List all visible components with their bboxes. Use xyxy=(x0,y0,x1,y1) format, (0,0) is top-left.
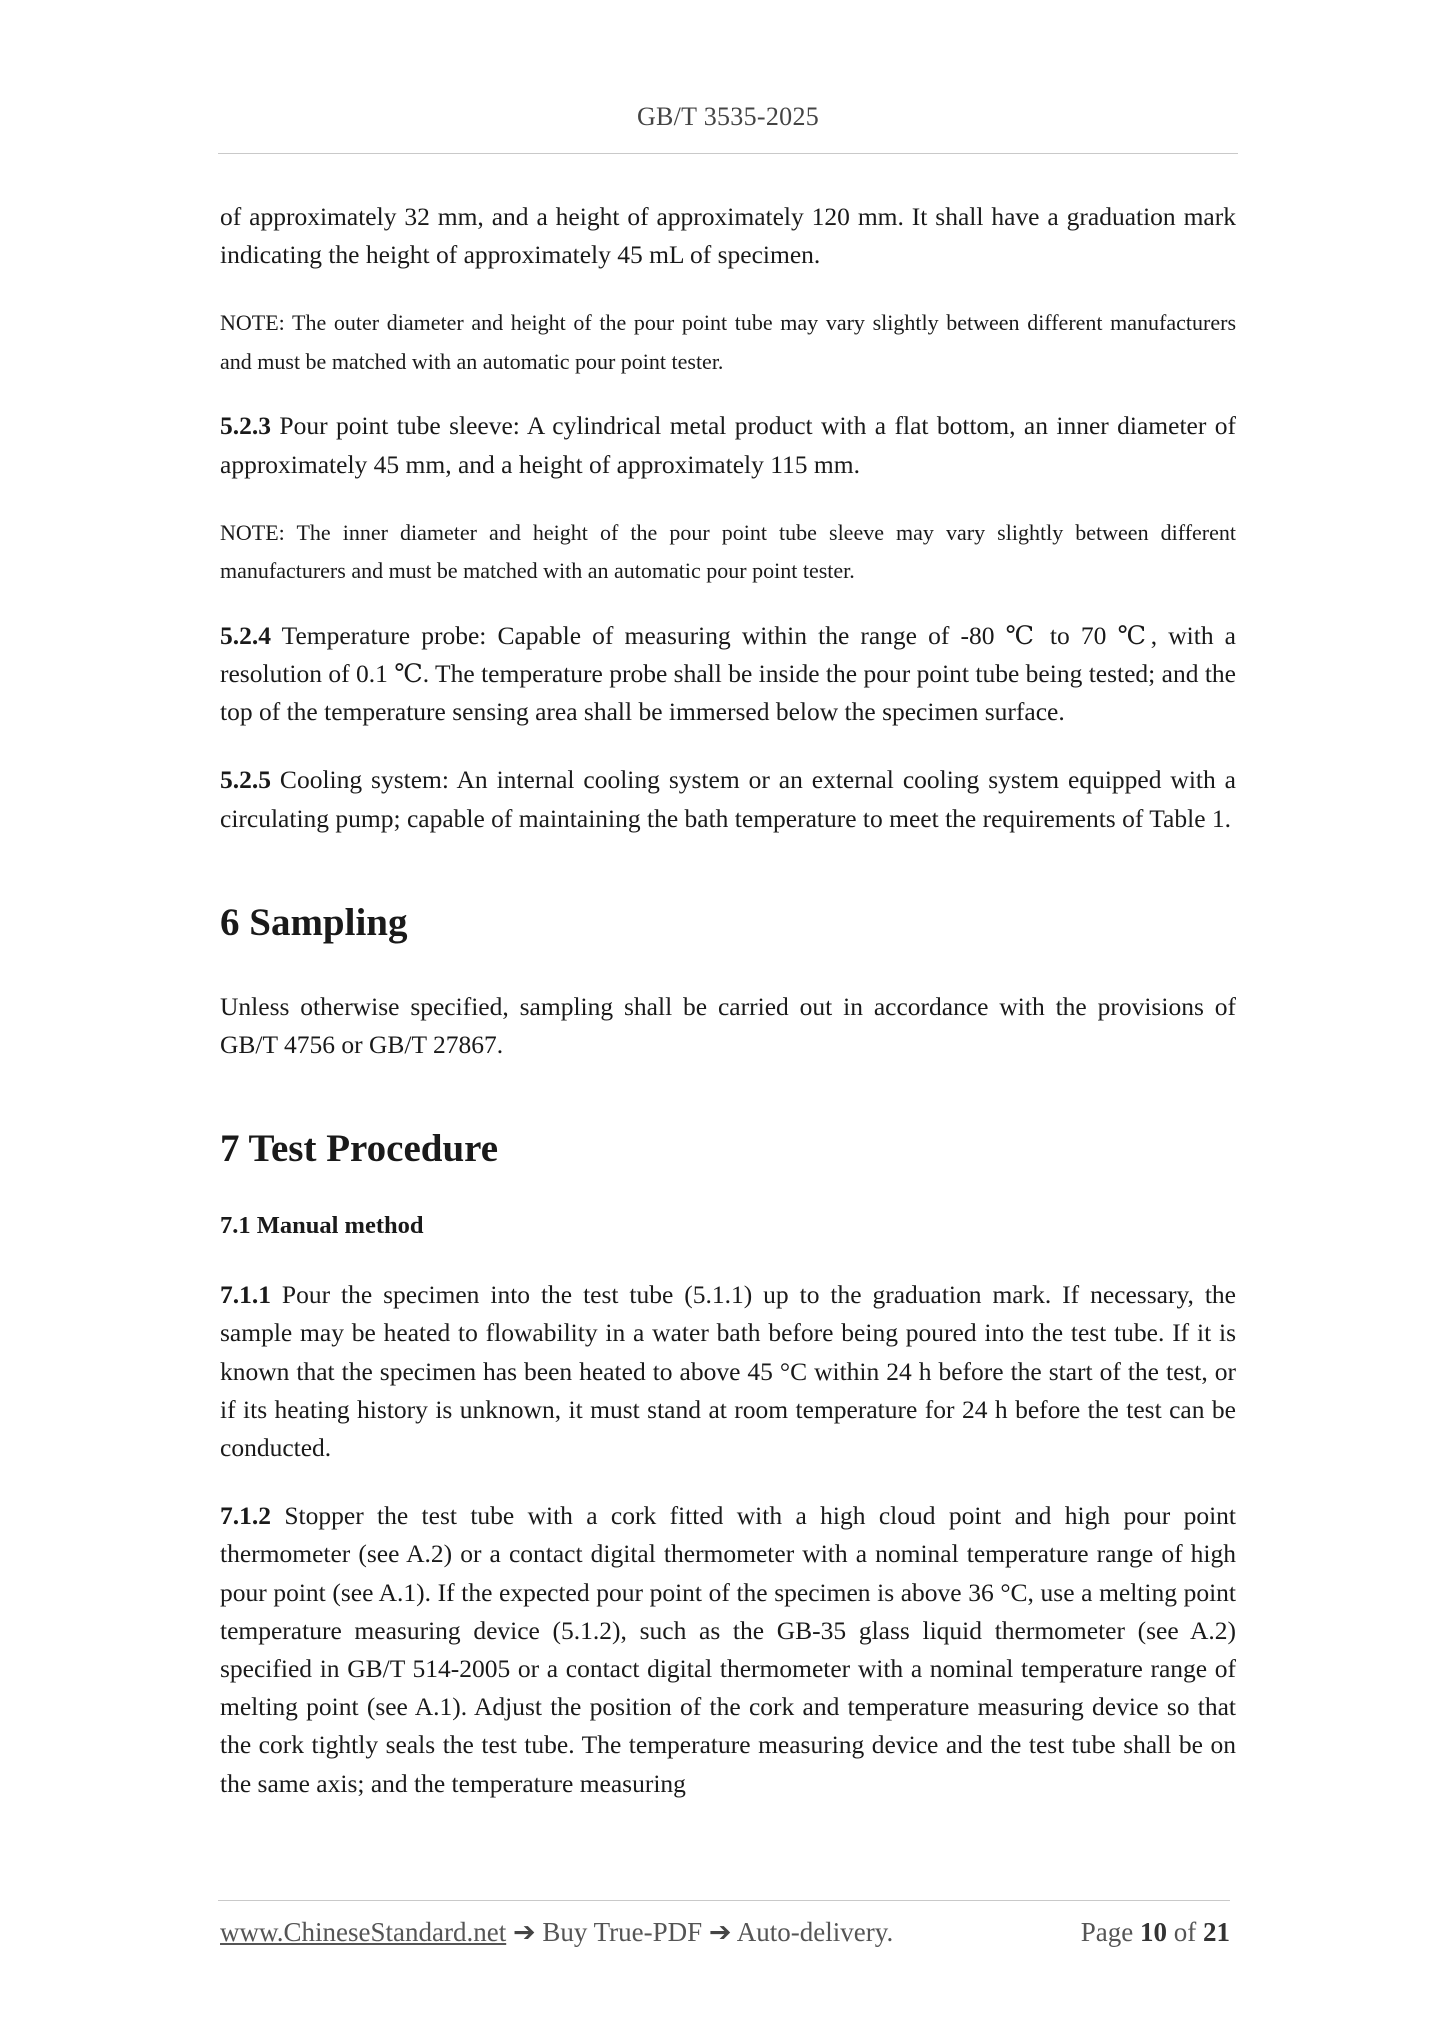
clause-text: Cooling system: An internal cooling system or an external cooling system equipped with a circulating pump; capable of maintaining the bath temperature to meet the requirements of Table 1. xyxy=(220,765,1236,833)
note-tube-sleeve: NOTE: The inner diameter and height of the pour point tube sleeve may vary slightly between different manufacturers and must be matched with an automatic pour point tester. xyxy=(220,519,1236,584)
clause-text: Pour the specimen into the test tube (5.1.1) up to the graduation mark. If necessary, the sample may be heated to flowability in a water bath before being poured into the test tube. If it is known that the specimen has been heated to above 45 °C within 24 h before the start of the test, or if its heating history is unknown, it must stand at room temperature for 24 h before the test can be conducted. xyxy=(220,1280,1236,1463)
page-label: Page xyxy=(1080,1917,1134,1947)
clause-number: 7.1.1 xyxy=(220,1280,271,1310)
footer-left xyxy=(220,1917,893,1948)
total-pages: 21 xyxy=(1203,1917,1230,1947)
clause-number: 5.2.4 xyxy=(220,620,271,650)
note-pour-point-tube: NOTE: The outer diameter and height of the pour point tube may vary slightly between different manufacturers and must be matched with an automatic pour point tester. xyxy=(220,310,1236,374)
section-heading-test-procedure: 7 Test Procedure xyxy=(220,1127,499,1171)
clause-number: 7.1.2 xyxy=(220,1501,271,1531)
buy-pdf-text: Buy True-PDF xyxy=(542,1917,703,1947)
section-heading-sampling: 6 Sampling xyxy=(220,900,408,944)
auto-delivery-text: Auto-delivery. xyxy=(736,1917,894,1947)
clause-number: 5.2.5 xyxy=(220,765,271,795)
arrow-right-icon: ➔ xyxy=(512,1917,536,1947)
page-number xyxy=(1081,1917,1230,1948)
header-divider xyxy=(218,153,1238,154)
clause-number: 5.2.3 xyxy=(220,411,271,441)
paragraph-sampling: Unless otherwise specified, sampling shall be carried out in accordance with the provisions of GB/T 4756 or GB/T 27867. xyxy=(220,991,1236,1060)
paragraph-continuation: of approximately 32 mm, and a height of approximately 120 mm. It shall have a graduation mark indicating the height of approximately 45 mL of specimen. xyxy=(220,202,1236,270)
current-page: 10 xyxy=(1140,1917,1167,1947)
clause-text: Pour point tube sleeve: A cylindrical metal product with a flat bottom, an inner diameter of approximately 45 mm, and a height of approximately 115 mm. xyxy=(220,411,1236,479)
subsection-heading-manual-method: 7.1 Manual method xyxy=(220,1212,424,1240)
clause-7-1-2 xyxy=(220,1497,1236,1803)
arrow-right-icon: ➔ xyxy=(708,1917,732,1947)
clause-text: Temperature probe: Capable of measuring within the range of -80 ℃ to 70 ℃, with a resolution of 0.1 ℃. The temperature probe shall be inside the pour point tube being tested; and the top of the temperature sensing area shall be immersed below the specimen surface. xyxy=(220,620,1236,727)
page-content xyxy=(220,198,1236,1803)
site-link[interactable]: www.ChineseStandard.net xyxy=(220,1917,507,1947)
of-label: of xyxy=(1173,1917,1197,1947)
footer-divider xyxy=(218,1900,1230,1901)
clause-7-1-1 xyxy=(220,1276,1236,1467)
page-footer xyxy=(220,1917,1230,1948)
page-header: GB/T 3535-2025 xyxy=(636,102,820,131)
clause-5-2-4 xyxy=(220,617,1236,732)
clause-5-2-5 xyxy=(220,761,1236,837)
clause-text: Stopper the test tube with a cork fitted with a high cloud point and high pour point thermometer (see A.2) or a contact digital thermometer with a nominal temperature range of high pour point (see A.1). If the expected pour point of the specimen is above 36 °C, use a melting point temperature measuring device (5.1.2), such as the GB-35 glass liquid thermometer (see A.2) specified in GB/T 514-2005 or a contact digital thermometer with a nominal temperature range of melting point (see A.1). Adjust the position of the cork and temperature measuring device so that the cork tightly seals the test tube. The temperature measuring device and the test tube shall be on the same axis; and the temperature measuring xyxy=(220,1501,1236,1798)
clause-5-2-3 xyxy=(220,407,1236,483)
